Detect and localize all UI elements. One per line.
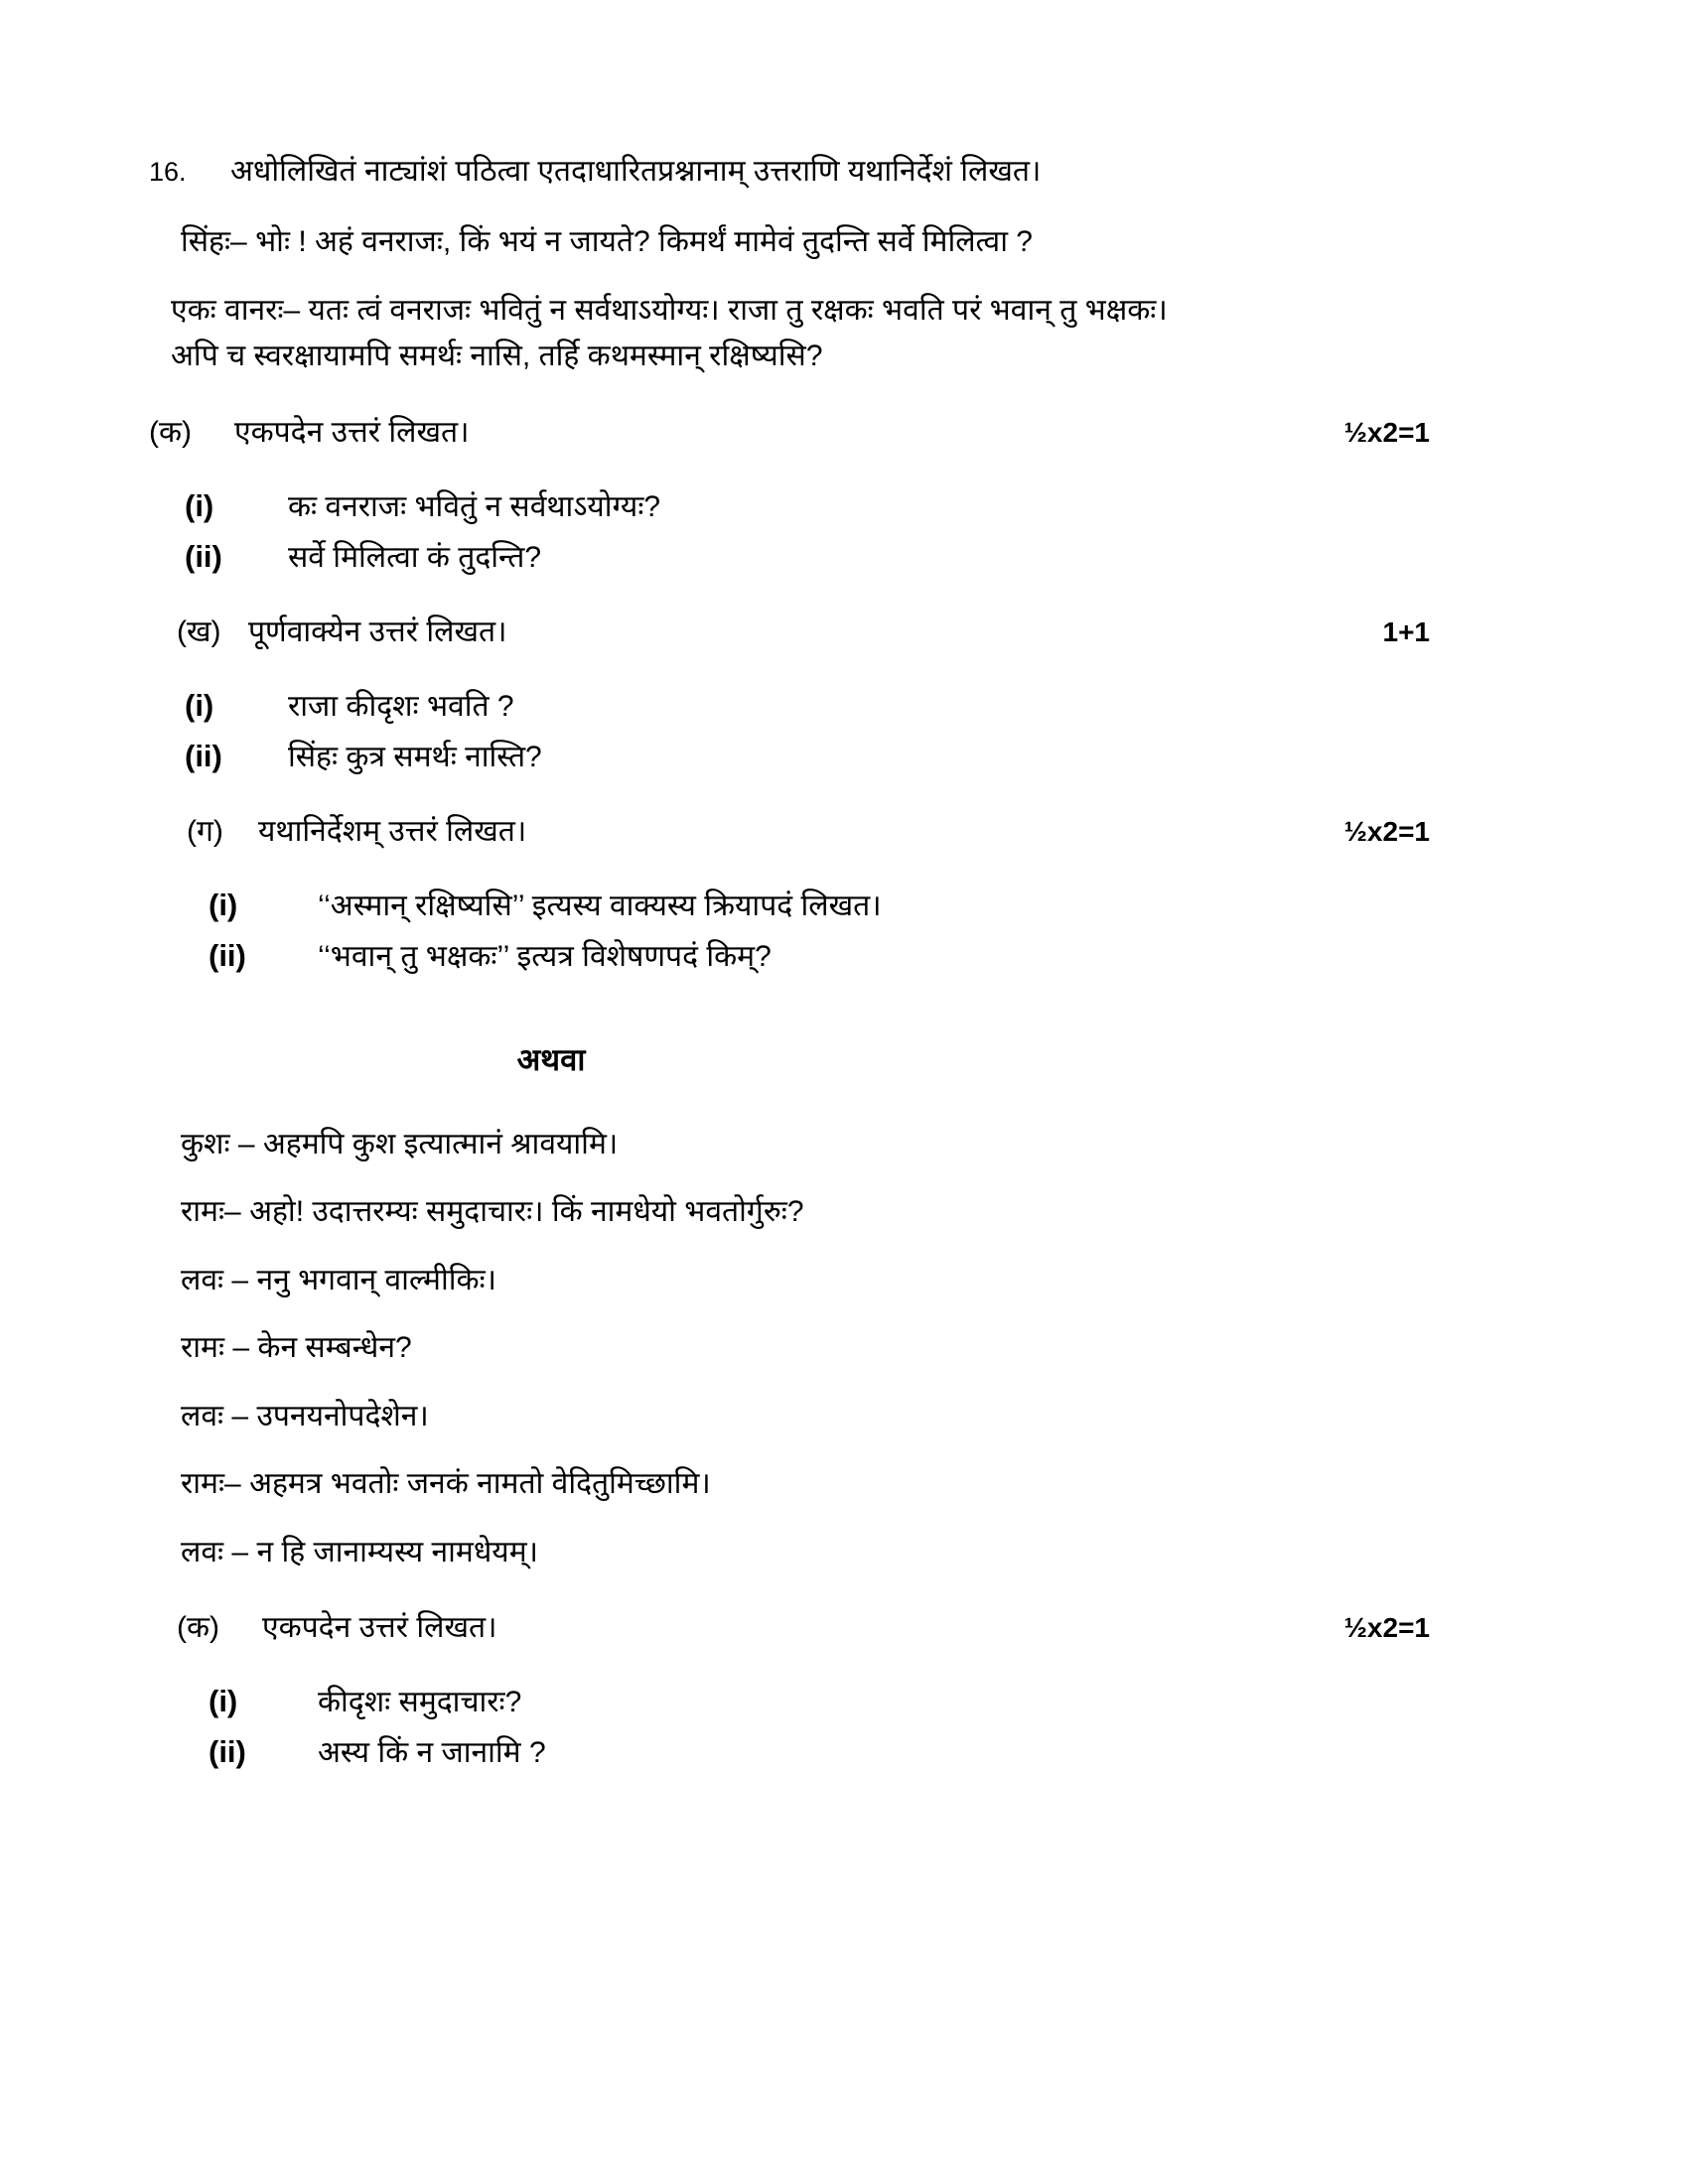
passage2-line-3 (149, 1258, 1430, 1304)
part-ga-row (149, 809, 1430, 850)
part-kha-letter: (ख) (177, 614, 221, 648)
passage2-speaker-5: लवः – (181, 1399, 249, 1433)
passage2-speaker-6: रामः– (181, 1467, 241, 1500)
part-ka-letter: (क) (149, 415, 193, 449)
part-ga-marks: ½x2=1 (1343, 815, 1430, 847)
part-ga-label: यथानिर्देशम् उत्तरं लिखत। (258, 814, 527, 848)
passage2-text-6: अहमत्र भवतोः जनकं नामतो वेदितुमिच्छामि। (249, 1467, 711, 1500)
alt-part-ka-item-i (149, 1680, 1430, 1724)
part-ga-item-ii-text: ‘‘भवान् तु भक्षकः’’ इत्यत्र विशेषणपदं किम्? (318, 939, 772, 973)
passage1-speaker-2: एकः वानरः– (171, 293, 301, 327)
part-ga-item-ii-number: (ii) (209, 937, 246, 973)
passage2-speaker-3: लवः – (181, 1263, 249, 1297)
passage1-line-2 (149, 288, 1430, 380)
question-stem-row (149, 149, 1430, 194)
page-content (149, 149, 1430, 1781)
part-ka-marks: ½x2=1 (1343, 416, 1430, 448)
part-ga-item-i-text: ‘‘अस्मान् रक्षिष्यसि’’ इत्यस्य वाक्यस्य क्रियापदं लिखत। (318, 888, 882, 922)
part-kha-label: पूर्णवाक्येन उत्तरं लिखत। (248, 614, 507, 648)
alt-part-ka-letter: (क) (177, 1611, 220, 1644)
passage2-line-5 (149, 1394, 1430, 1440)
part-kha-item-ii (149, 735, 1430, 779)
part-ka-item-ii-number: (ii) (185, 538, 222, 574)
question-number: 16. (149, 157, 187, 187)
passage1-text-1: भोः ! अहं वनराजः, किं भयं न जायते? किमर्थं मामेवं तुदन्ति सर्वे मिलित्वा ? (255, 225, 1033, 258)
spacer (149, 862, 1430, 878)
part-kha-marks: 1+1 (1382, 615, 1430, 647)
alt-part-ka-item-ii-number: (ii) (209, 1734, 246, 1769)
passage1-text-2: यतः त्वं वनराजः भवितुं न सर्वथाऽयोग्यः। राजा तु रक्षकः भवति परं भवान् तु भक्षकः। (308, 293, 1168, 327)
part-ka-row (149, 410, 1430, 451)
passage2-text-1: अहमपि कुश इत्यात्मानं श्रावयामि। (262, 1127, 619, 1160)
passage2-line-2 (149, 1189, 1430, 1236)
passage2-speaker-2: रामः– (181, 1195, 241, 1228)
part-kha-item-ii-number: (ii) (185, 738, 222, 773)
part-ga-item-i (149, 884, 1430, 928)
question-stem-text: अधोलिखितं नाट्यांशं पठित्वा एतदाधारितप्रश्नानाम् उत्तराणि यथानिर्देशं लिखत। (230, 155, 1042, 188)
passage1-speaker-1: सिंहः– (181, 225, 247, 258)
passage2-line-4 (149, 1325, 1430, 1372)
passage2-line-6 (149, 1461, 1430, 1508)
passage2-speaker-1: कुशः – (181, 1127, 255, 1160)
alt-part-ka-item-ii-text: अस्य किं न जानामि ? (318, 1736, 546, 1769)
part-ga-item-ii (149, 934, 1430, 979)
spacer (149, 463, 1430, 478)
part-ka-label: एकपदेन उत्तरं लिखत। (234, 415, 470, 449)
part-ka-item-i-text: कः वनराजः भवितुं न सर्वथाऽयोग्यः? (288, 489, 661, 523)
part-kha-item-i (149, 684, 1430, 729)
alt-part-ka-item-i-text: कीदृशः समुदाचारः? (318, 1686, 522, 1718)
part-ka-item-i-number: (i) (185, 487, 214, 523)
alt-part-ka-label: एकपदेन उत्तरं लिखत। (262, 1611, 497, 1644)
part-kha-row (149, 610, 1430, 650)
part-ka-item-ii-text: सर्वे मिलित्वा कं तुदन्ति? (288, 540, 542, 574)
passage1-text-2-continuation: अपि च स्वरक्षायामपि समर्थः नासि, तर्हि कथमस्मान् रक्षिष्यसि? (171, 340, 823, 372)
part-kha-item-i-number: (i) (185, 687, 214, 723)
alt-part-ka-item-ii (149, 1730, 1430, 1775)
part-ga-item-i-number: (i) (209, 887, 238, 922)
part-ka-item-ii (149, 535, 1430, 580)
passage2-text-7: न हि जानाम्यस्य नामधेयम्। (256, 1535, 538, 1569)
passage2-line-7 (149, 1530, 1430, 1576)
part-ga-letter: (ग) (187, 814, 223, 848)
passage2-text-3: ननु भगवान् वाल्मीकिः। (256, 1263, 497, 1297)
part-kha-item-ii-text: सिंहः कुत्र समर्थः नास्ति? (288, 740, 542, 773)
passage2-text-4: केन सम्बन्धेन? (257, 1331, 412, 1364)
passage2-text-5: उपनयनोपदेशेन। (256, 1399, 429, 1433)
passage2-speaker-4: रामः – (181, 1331, 250, 1364)
passage1-line-1 (149, 219, 1430, 266)
part-ka-item-i (149, 484, 1430, 529)
alternative-divider: अथवा (516, 1041, 586, 1077)
alt-part-ka-item-i-number: (i) (209, 1684, 238, 1718)
alt-part-ka-marks: ½x2=1 (1343, 1612, 1430, 1643)
alt-part-ka-row (149, 1605, 1430, 1646)
passage2-speaker-7: लवः – (181, 1535, 249, 1569)
part-kha-item-i-text: राजा कीदृशः भवति ? (288, 689, 514, 723)
passage2-text-2: अहो! उदात्तरम्यः समुदाचारः। किं नामधेयो भवतोर्गुरुः? (249, 1195, 804, 1228)
spacer (149, 662, 1430, 678)
passage2-line-1 (149, 1122, 1430, 1168)
spacer (149, 1658, 1430, 1674)
